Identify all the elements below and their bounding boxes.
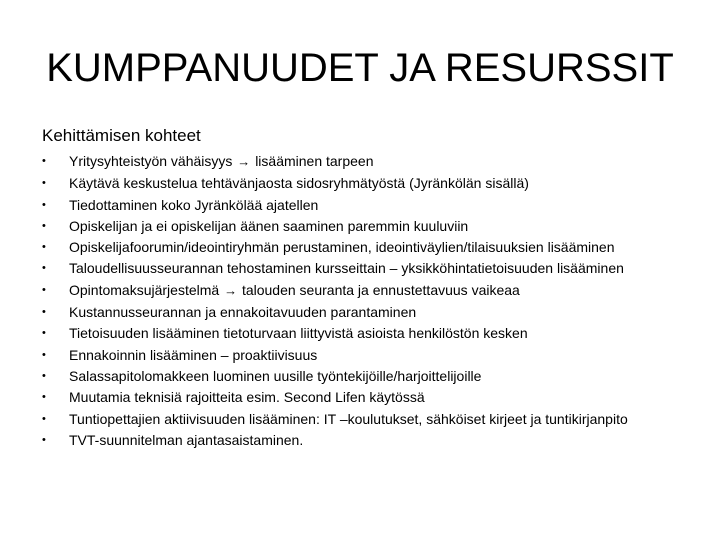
list-item-text: Tietoisuuden lisääminen tietoturvaan liittyvistä asioista henkilöstön kesken xyxy=(69,325,528,342)
list-item xyxy=(42,152,662,171)
list-item-text: Taloudellisuusseurannan tehostaminen kursseittain – yksikköhintatietoisuuden lisääminen xyxy=(69,260,624,277)
list-item xyxy=(42,324,662,342)
bullet-icon: • xyxy=(42,306,46,319)
bullet-icon: • xyxy=(42,241,46,254)
bullet-list xyxy=(42,152,662,452)
section-heading: Kehittämisen kohteet xyxy=(42,126,201,145)
bullet-icon: • xyxy=(42,327,46,340)
bullet-icon: • xyxy=(42,262,46,275)
arrow-right-icon: → xyxy=(224,282,238,298)
bullet-icon: • xyxy=(42,283,46,296)
list-item-text: Kustannusseurannan ja ennakoitavuuden parantaminen xyxy=(69,304,417,321)
list-item xyxy=(42,217,662,235)
list-item-text: Käytävä keskustelua tehtävänjaosta sidosryhmätyöstä (Jyränkölän sisällä) xyxy=(69,175,529,192)
list-item xyxy=(42,367,662,385)
bullet-icon: • xyxy=(42,155,46,167)
bullet-icon: • xyxy=(42,219,46,232)
slide-title: KUMPPANUUDET JA RESURSSIT xyxy=(46,46,674,90)
list-item-text: Tiedottaminen koko Jyränkölää ajatellen xyxy=(69,196,319,213)
list-item-text: Salassapitolomakkeen luominen uusille työntekijöille/harjoittelijoille xyxy=(69,367,482,384)
bullet-icon: • xyxy=(42,391,46,404)
list-item xyxy=(42,431,662,449)
list-item-text: Ennakoinnin lisääminen – proaktiivisuus xyxy=(69,346,318,363)
list-item xyxy=(42,346,662,364)
list-item-text: lisääminen tarpeen xyxy=(255,153,374,169)
arrow-right-icon: → xyxy=(237,154,251,169)
list-item-text: talouden seuranta ja ennustettavuus vaikeaa xyxy=(241,281,520,298)
list-item-text: Tuntiopettajien aktiivisuuden lisääminen: IT –koulutukset, sähköiset kirjeet ja tuntikirjanpito xyxy=(69,410,628,427)
list-item-text: TVT-suunnitelman ajantasaistaminen. xyxy=(69,431,304,448)
bullet-icon: • xyxy=(42,348,46,361)
bullet-icon: • xyxy=(42,198,46,211)
list-item xyxy=(42,303,662,321)
list-item xyxy=(42,238,662,256)
bullet-icon: • xyxy=(42,412,46,425)
bullet-icon: • xyxy=(42,177,46,190)
list-item-text: Opiskelijan ja ei opiskelijan äänen saaminen paremmin kuuluviin xyxy=(69,217,469,234)
list-item xyxy=(42,388,662,406)
bullet-icon: • xyxy=(42,369,46,382)
list-item-text: Muutamia teknisiä rajoitteita esim. Second Lifen käytössä xyxy=(69,389,425,406)
list-item xyxy=(42,259,662,277)
bullet-icon: • xyxy=(42,433,46,446)
list-item-text: Opintomaksujärjestelmä xyxy=(69,281,220,298)
list-item xyxy=(42,410,662,428)
list-item xyxy=(42,174,662,192)
list-item-text: Opiskelijafoorumin/ideointiryhmän perustaminen, ideointiväylien/tilaisuuksien lisääminen xyxy=(69,239,615,256)
list-item xyxy=(42,196,662,214)
list-item xyxy=(42,281,662,300)
list-item-text: Yritysyhteistyön vähäisyys xyxy=(69,153,233,169)
